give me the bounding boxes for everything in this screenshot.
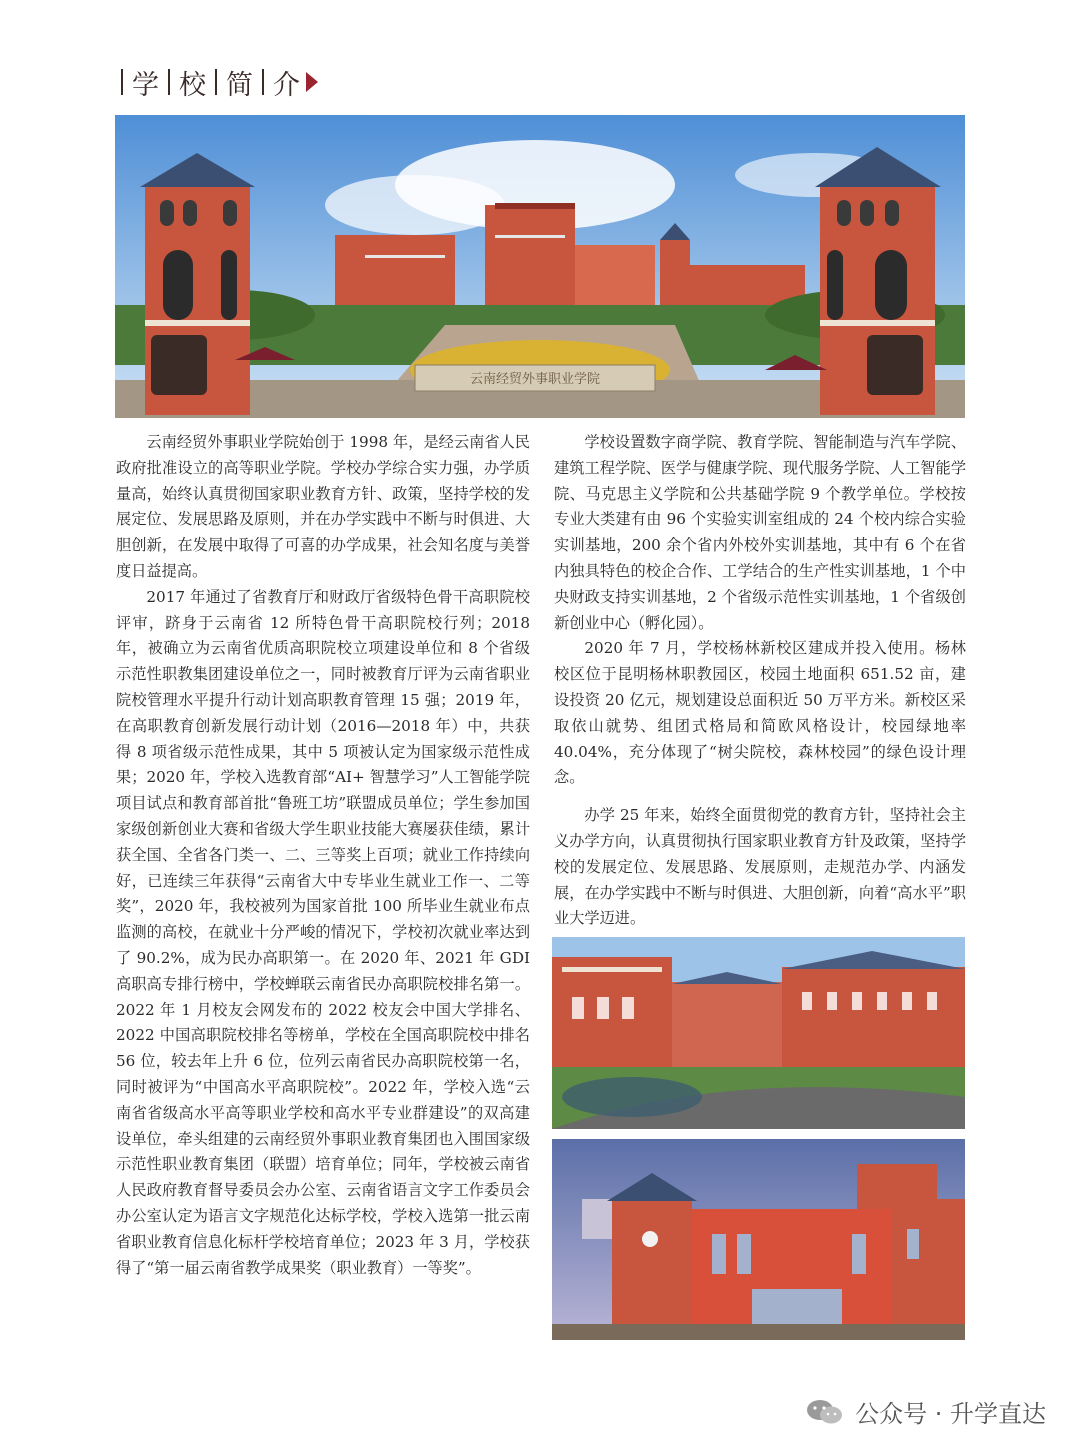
paragraph: 学校设置数字商学院、教育学院、智能制造与汽车学院、建筑工程学院、医学与健康学院、现代服务学院、人工智能学院、马克思主义学院和公共基础学院 9 个教学单位。学校按专业大类建有由 96 个实验实训室组成的 24 个校内综合实验实训基地，200 余个省内外校外实训基地，其中有 6 个在省内独具特色的校企合作、工学结合的生产性实训基地，1 个中央财政支持实训基地，2 个省级示范性实训基地，1 个省级创新创业中心（孵化园）。 bbox=[554, 433, 966, 632]
clock-tower-photo bbox=[552, 1139, 965, 1340]
right-text-column bbox=[554, 430, 966, 932]
section-header bbox=[112, 62, 318, 102]
watermark-text: 公众号 · 升学直达 bbox=[855, 1400, 1046, 1428]
header-divider bbox=[168, 69, 170, 95]
header-divider bbox=[121, 69, 123, 95]
header-divider bbox=[215, 69, 217, 95]
header-char: 校 bbox=[179, 69, 206, 101]
header-char: 学 bbox=[132, 69, 159, 101]
paragraph: 2020 年 7 月，学校杨林新校区建成并投入使用。杨林校区位于昆明杨林职教园区，校园土地面积 651.52 亩，建设投资 20 亿元，规划建设总面积近 50 万平方米。新校区采取依山就势、组团式格局和简欧风格设计，校园绿地率 40.04%，充分体现了“树尖院校，森林校园”的绿色设计理念。 bbox=[554, 639, 966, 787]
paragraph: 办学 25 年来，始终全面贯彻党的教育方针，坚持社会主义办学方向，认真贯彻执行国家职业教育方针及政策，坚持学校的发展定位、发展思路、发展原则，走规范办学、内涵发展，在办学实践中不断与时俱进、大胆创新，向着“高水平”职业大学迈进。 bbox=[554, 806, 966, 928]
header-char: 简 bbox=[226, 69, 253, 101]
paragraph: 2017 年通过了省教育厅和财政厅省级特色骨干高职院校评审，跻身于云南省 12 所特色骨干高职院校行列；2018 年，被确立为云南省优质高职院校立项建设单位和 8 个省级示范性职教集团建设单位之一，同时被教育厅评为云南省职业院校管理水平提升行动计划高职教育管理 15 强；2019 年，在高职教育创新发展行动计划（2016—2018 年）中，共获得 8 项省级示范性成果，其中 5 项被认定为国家级示范性成果；2020 年，学校入选教育部“AI+ 智慧学习”人工智能学院项目试点和教育部首批“鲁班工坊”联盟成员单位；学生参加国家级创新创业大赛和省级大学生职业技能大赛屡获佳绩，累计获全国、全省各门类一、二、三等奖上百项；就业工作持续向好，已连续三年获得“云南省大中专毕业生就业工作一、二等奖”，2020 年，我校被列为国家首批 100 所毕业生就业布点监测的高校，在就业十分严峻的情况下，学校初次就业率达到了 90.2%，成为民办高职第一。在 2020 年、2021 年 GDI 高职高专排行榜中，学校蝉联云南省民办高职院校排名第一。2022 年 1 月校友会网发布的 2022 校友会中国大学排名、2022 中国高职院校排名等榜单，学校在全国高职院校中排名 56 位，较去年上升 6 位，位列云南省民办高职院校第一名，同时被评为“中国高水平高职院校”。2022 年，学校入选“云南省省级高水平高等职业学校和高水平专业群建设”的双高建设单位，牵头组建的云南经贸外事职业教育集团也入围国家级示范性职业教育集团（联盟）培育单位；同年，学校被云南省人民政府教育督导委员会办公室、云南省语言文字工作委员会办公室认定为语言文字规范化达标学校，学校入选第一批云南省职业教育信息化标杆学校培育单位；2023 年 3 月，学校获得了“第一届云南省教学成果奖（职业教育）一等奖”。 bbox=[116, 587, 530, 1277]
gate-sign-text: 云南经贸外事职业学院 bbox=[469, 372, 601, 387]
campus-buildings-photo bbox=[552, 937, 965, 1129]
header-char: 介 bbox=[273, 69, 300, 101]
wechat-icon bbox=[805, 1397, 845, 1427]
left-text-column bbox=[116, 430, 530, 1281]
header-divider bbox=[262, 69, 264, 95]
header-arrow-icon bbox=[306, 72, 318, 92]
paragraph: 云南经贸外事职业学院始创于 1998 年，是经云南省人民政府批准设立的高等职业学院。学校办学综合实力强，办学质量高，始终认真贯彻国家职业教育方针、政策，坚持学校的发展定位、发展思路及原则，并在办学实践中不断与时俱进、大胆创新，在发展中取得了可喜的办学成果，社会知名度与美誉度日益提高。 bbox=[116, 433, 530, 580]
campus-gate-photo bbox=[115, 115, 965, 418]
wechat-watermark bbox=[805, 1394, 1046, 1429]
